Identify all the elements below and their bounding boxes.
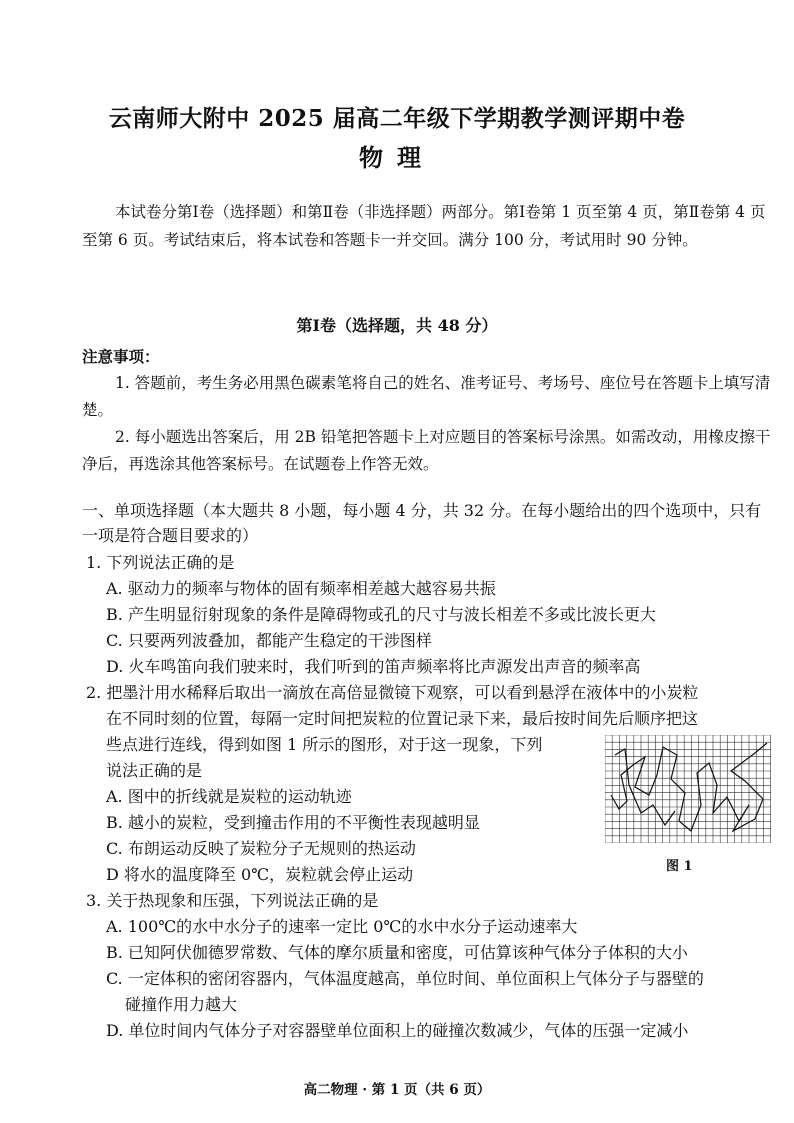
question-1-stem: 1. 下列说法正确的是 (86, 553, 235, 572)
question-2-stem: 2. 把墨汁用水稀释后取出一滴放在高倍显微镜下观察，可以看到悬浮在液体中的小炭粒 (86, 683, 699, 702)
question-1-option-a: A. 驱动力的频率与物体的固有频率相差越大越容易共振 (106, 579, 496, 598)
part-heading: 一、单项选择题（本大题共 8 小题，每小题 4 分，共 32 分。在每小题给出的四个选项中，只有一项是符合题目要求的） (82, 501, 762, 545)
question-3-option-c: C. 一定体积的密闭容器内，气体温度越高，单位时间、单位面积上气体分子与器壁的 (106, 969, 704, 988)
question-3-stem: 3. 关于热现象和压强，下列说法正确的是 (86, 891, 379, 910)
exam-title: 云南师大附中 2025 届高二年级下学期教学测评期中卷 (108, 105, 686, 132)
question-2-option-a: A. 图中的折线就是炭粒的运动轨迹 (106, 787, 352, 806)
subject-title: 物理 (359, 143, 435, 172)
question-2-stem: 在不同时刻的位置，每隔一定时间把炭粒的位置记录下来，最后按时间先后顺序把这 (106, 709, 699, 728)
page-footer: 高二物理 · 第 1 页（共 6 页） (303, 1082, 491, 1098)
question-2-stem: 说法正确的是 (106, 761, 203, 780)
question-3-option-a: A. 100℃的水中水分子的速率一定比 0℃的水中水分子运动速率大 (106, 917, 578, 936)
question-2-option-c: C. 布朗运动反映了炭粒分子无规则的热运动 (106, 839, 416, 858)
question-3-option-b: B. 已知阿伏伽德罗常数、气体的摩尔质量和密度，可估算该种气体分子体积的大小 (106, 943, 688, 962)
question-2-option-d: D 将水的温度降至 0℃，炭粒就会停止运动 (106, 865, 414, 884)
brownian-motion-figure (605, 735, 771, 843)
notes-heading: 注意事项： (82, 347, 160, 366)
section-heading: 第Ⅰ卷（选择题，共 48 分） (296, 316, 498, 335)
question-3-option-d: D. 单位时间内气体分子对容器壁单位面积上的碰撞次数减少，气体的压强一定减小 (106, 1021, 689, 1040)
question-1-option-b: B. 产生明显衍射现象的条件是障碍物或孔的尺寸与波长相差不多或比波长更大 (106, 605, 656, 624)
question-3-option-c-cont: 碰撞作用力越大 (125, 995, 238, 1014)
brownian-grid-svg (605, 735, 771, 843)
note-item: 2. 每小题选出答案后，用 2B 铅笔把答题卡上对应题目的答案标号涂黑。如需改动，用橡皮擦干净后，再选涂其他答案标号。在试题卷上作答无效。 (82, 428, 771, 473)
question-1-option-c: C. 只要两列波叠加，都能产生稳定的干涉图样 (106, 631, 432, 650)
figure-label: 图 1 (666, 859, 693, 874)
particle-path (611, 743, 767, 831)
note-item: 1. 答题前，考生务必用黑色碳素笔将自己的姓名、准考证号、考场号、座位号在答题卡上填写清楚。 (82, 374, 771, 419)
question-2-stem: 些点进行连线，得到如图 1 所示的图形，对于这一现象，下列 (106, 735, 543, 754)
question-2-option-b: B. 越小的炭粒，受到撞击作用的不平衡性表现越明显 (106, 813, 480, 832)
question-1-option-d: D. 火车鸣笛向我们驶来时，我们听到的笛声频率将比声源发出声音的频率高 (106, 657, 641, 676)
intro-paragraph: 本试卷分第Ⅰ卷（选择题）和第Ⅱ卷（非选择题）两部分。第Ⅰ卷第 1 页至第 4 页，第Ⅱ卷第 4 页至第 6 页。考试结束后，将本试卷和答题卡一并交回。满分 100 分，考试用时 90 分钟。 (82, 203, 766, 249)
